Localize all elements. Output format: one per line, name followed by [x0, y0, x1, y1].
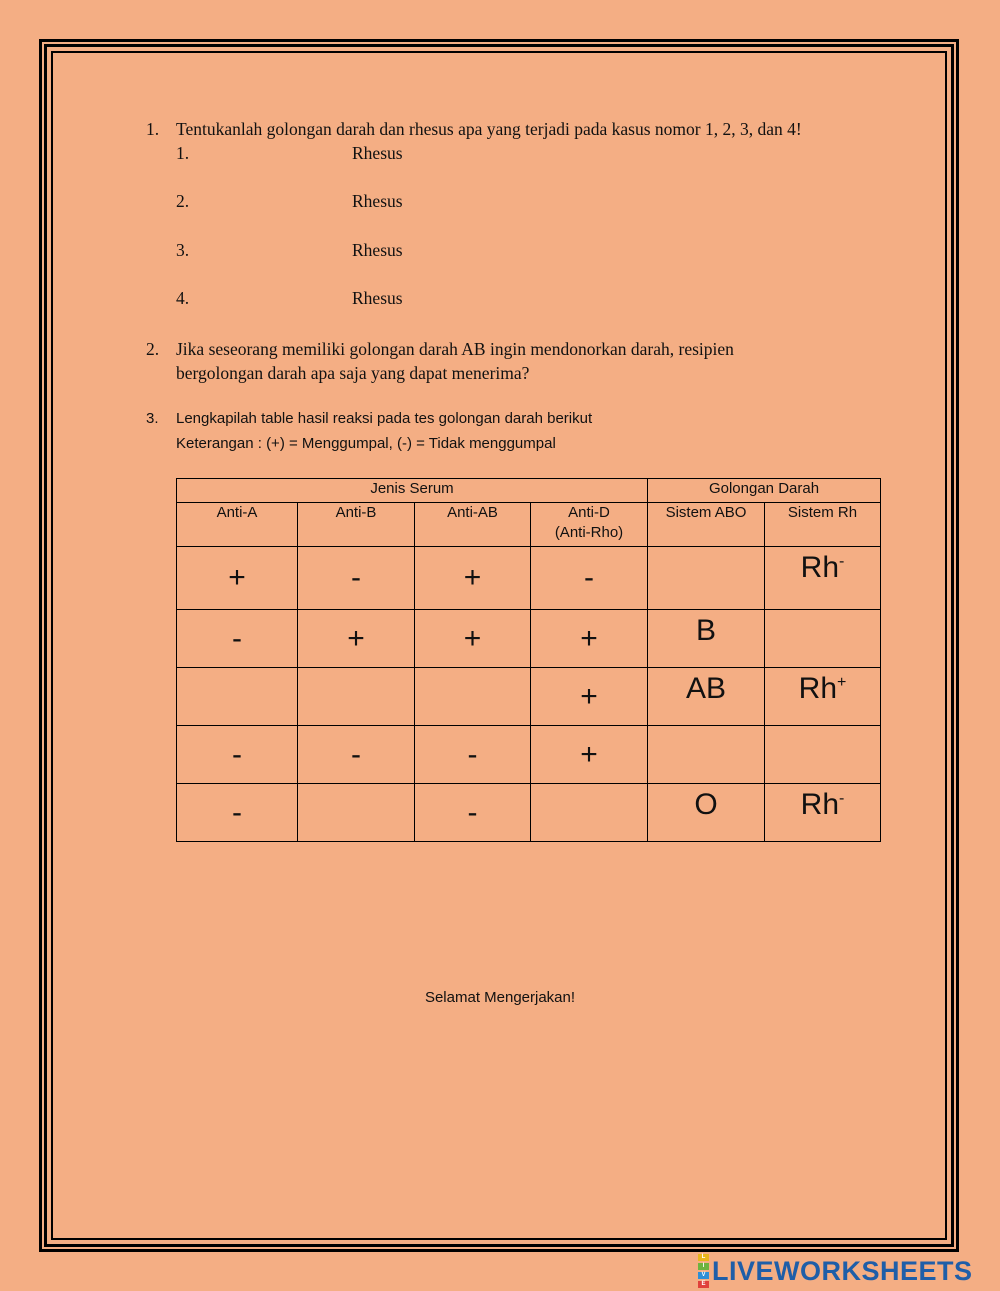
question-3-number: 3. — [146, 410, 159, 427]
cell-anti-d[interactable]: + — [531, 610, 648, 668]
cell-anti-b[interactable] — [298, 784, 415, 842]
cell-anti-b[interactable]: - — [298, 726, 415, 784]
cell-anti-ab[interactable]: - — [415, 726, 531, 784]
cell-sistem-abo[interactable] — [648, 726, 765, 784]
table-column-header-row — [177, 503, 881, 547]
cell-sistem-rh[interactable] — [765, 547, 881, 610]
rh-sign: - — [839, 553, 845, 570]
rh-base: Rh — [798, 672, 838, 705]
liveworksheets-logo[interactable] — [698, 1254, 973, 1287]
header-jenis-serum: Jenis Serum — [177, 479, 648, 503]
cell-anti-b[interactable]: + — [298, 610, 415, 668]
question-2-number: 2. — [146, 339, 160, 359]
cell-anti-b[interactable]: - — [298, 547, 415, 610]
cell-sistem-abo[interactable]: O — [648, 784, 765, 842]
rhesus-label: Rhesus — [352, 143, 403, 163]
logo-text: LIVEWORKSHEETS — [712, 1255, 973, 1286]
cell-anti-a[interactable]: - — [177, 726, 298, 784]
cell-anti-d[interactable]: + — [531, 668, 648, 726]
cell-sistem-rh[interactable] — [765, 726, 881, 784]
cell-anti-ab[interactable] — [415, 668, 531, 726]
table-row — [177, 668, 881, 726]
blood-type-table — [176, 478, 881, 842]
cell-sistem-rh[interactable] — [765, 784, 881, 842]
cell-anti-ab[interactable]: + — [415, 610, 531, 668]
rhesus-label: Rhesus — [352, 191, 403, 211]
answer-number: 2. — [176, 191, 190, 211]
logo-block: L — [698, 1254, 709, 1261]
answer-number: 1. — [176, 143, 190, 163]
header-anti-d-line-1: Anti-D — [568, 504, 610, 521]
cell-anti-ab[interactable]: - — [415, 784, 531, 842]
rh-sign: - — [839, 790, 845, 807]
question-1 — [146, 117, 159, 141]
table-group-header-row — [177, 479, 881, 503]
table-row — [177, 610, 881, 668]
cell-anti-a[interactable]: - — [177, 784, 298, 842]
header-anti-b: Anti-B — [298, 503, 415, 547]
cell-sistem-abo[interactable]: B — [648, 610, 765, 668]
cell-sistem-abo[interactable]: AB — [648, 668, 765, 726]
question-number: 1. — [146, 119, 160, 139]
header-anti-d-line-2: (Anti-Rho) — [554, 524, 624, 541]
header-sistem-abo: Sistem ABO — [648, 503, 765, 547]
logo-block: I — [698, 1263, 709, 1270]
cell-anti-d[interactable] — [531, 784, 648, 842]
table-row — [177, 547, 881, 610]
question-2-line-1: Jika seseorang memiliki golongan darah AB ingin mendonorkan darah, resipien — [176, 339, 734, 359]
cell-sistem-rh[interactable] — [765, 668, 881, 726]
question-1-text: Tentukanlah golongan darah dan rhesus apa yang terjadi pada kasus nomor 1, 2, 3, dan 4! — [176, 119, 802, 139]
cell-anti-a[interactable]: - — [177, 610, 298, 668]
header-anti-a: Anti-A — [177, 503, 298, 547]
logo-block: E — [698, 1281, 709, 1288]
header-anti-d — [531, 503, 648, 547]
cell-anti-ab[interactable]: + — [415, 547, 531, 610]
cell-anti-a[interactable] — [177, 668, 298, 726]
answer-number: 3. — [176, 240, 190, 260]
answer-number: 4. — [176, 288, 190, 308]
rhesus-label: Rhesus — [352, 240, 403, 260]
header-sistem-rh: Sistem Rh — [765, 503, 881, 547]
closing-message: Selamat Mengerjakan! — [424, 989, 576, 1006]
rh-base: Rh — [800, 551, 840, 584]
rh-sign: + — [837, 674, 847, 691]
cell-sistem-rh[interactable] — [765, 610, 881, 668]
cell-sistem-abo[interactable] — [648, 547, 765, 610]
table-row — [177, 784, 881, 842]
cell-anti-d[interactable]: + — [531, 726, 648, 784]
rhesus-label: Rhesus — [352, 288, 403, 308]
header-golongan-darah: Golongan Darah — [648, 479, 881, 503]
logo-block: V — [698, 1272, 709, 1279]
rh-base: Rh — [800, 788, 840, 821]
logo-blocks — [698, 1254, 709, 1288]
question-3-line-1: Lengkapilah table hasil reaksi pada tes golongan darah berikut — [176, 410, 593, 427]
table-row — [177, 726, 881, 784]
header-anti-ab: Anti-AB — [415, 503, 531, 547]
question-2-line-2: bergolongan darah apa saja yang dapat menerima? — [176, 363, 530, 383]
cell-anti-a[interactable]: + — [177, 547, 298, 610]
cell-anti-d[interactable]: - — [531, 547, 648, 610]
question-3-line-2: Keterangan : (+) = Menggumpal, (-) = Tidak menggumpal — [176, 435, 556, 452]
cell-anti-b[interactable] — [298, 668, 415, 726]
